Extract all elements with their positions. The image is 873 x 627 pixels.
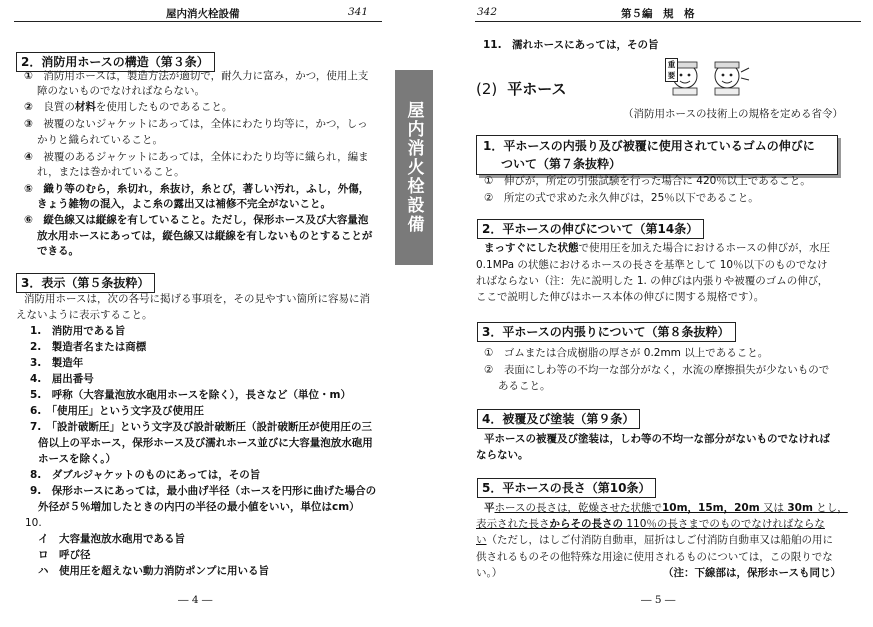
numbered-item: 11. 濡れホースにあっては，その旨 [483, 39, 659, 51]
list-item-cont: 放水用ホースにあっては，縦色線又は縦線を有しないものとすることが [37, 230, 373, 242]
page-number-right: 342 [477, 6, 498, 18]
section-heading-structure: 2．消防用ホースの構造（第３条） [16, 52, 215, 72]
numbered-item-cont: ホースを除く。） [38, 453, 117, 465]
footnote: （注：下線部は，保形ホースも同じ） [663, 567, 841, 579]
numbered-item: 5. 呼称（大容量泡放水砲用ホースを除く），長さなど（単位・m） [30, 389, 351, 401]
list-item: ① ゴムまたは合成樹脂の厚さが 0.2mm 以上であること。 [484, 347, 769, 359]
list-item-cont: あること。 [498, 380, 551, 392]
paragraph-line: ればならない（注：先に説明した 1. の伸びは内張りや被覆のゴムの伸び， [476, 275, 829, 287]
numbered-item: 9. 保形ホースにあっては，最小曲げ半径（ホースを円形に曲げた場合の [30, 485, 377, 497]
main-heading: (2) 平ホース [476, 80, 567, 98]
paragraph-line: 表示された長さからその長さの 110％の長さまでのものでなければならな [476, 518, 825, 530]
numbered-item: 1. 消防用である旨 [30, 325, 126, 337]
side-tab: 屋内消火栓設備 [395, 70, 433, 265]
list-item: ⑤ 織り等のむら，糸切れ，糸抜け，糸とび，著しい汚れ，ふし，外傷， [24, 183, 370, 195]
section-heading-rubber-stretch: 1．平ホースの内張り及び被覆に使用されているゴムの伸びに ついて（第７条抜粋） [476, 135, 838, 175]
section-heading-hose-stretch: 2．平ホースの伸びについて（第14条） [477, 219, 704, 239]
list-item-cont: れ，または巻かれていること。 [37, 166, 185, 178]
list-item-cont: できる。 [37, 245, 79, 257]
paragraph-line: ここで説明した伸びはホース本体の伸びに関する規格です）。 [476, 291, 765, 303]
list-item: ① 消防用ホースは，製造方法が適切で，耐久力に富み，かつ，使用上支 [24, 70, 369, 82]
list-item: ④ 被覆のあるジャケットにあっては，全体にわたり均等に織られ，編ま [24, 151, 369, 163]
section-heading-coating: 4．被覆及び塗装（第９条） [477, 409, 640, 429]
numbered-item: 8. ダブルジャケットのものにあっては，その旨 [30, 469, 261, 481]
sub-item: ハ 使用圧を超えない動力消防ポンプに用いる旨 [38, 565, 269, 577]
list-item-cont: 障のないものでなければならない。 [37, 85, 205, 97]
header-rule [14, 21, 382, 22]
paragraph-line: い（ただし，はしご付消防自動車，屈折はしご付消防自動車又は船舶の用に [476, 534, 833, 546]
sub-item: ロ 呼び径 [38, 549, 91, 561]
source-reference: （消防用ホースの技術上の規格を定める省令） [623, 108, 843, 120]
important-label: 重要 [665, 58, 678, 82]
list-item: ① 伸びが，所定の引張試験を行った場合に 420％以上であること。 [484, 175, 811, 187]
list-item: ⑥ 縦色線又は縦線を有していること。ただし，保形ホース及び大容量泡 [24, 214, 369, 226]
left-page [0, 0, 436, 627]
numbered-item: 3. 製造年 [30, 357, 84, 369]
right-page [437, 0, 873, 627]
paragraph-line: えないように表示すること。 [16, 309, 153, 321]
list-item: ③ 被覆のないジャケットにあっては，全体にわたり均等に，かつ，しっ [24, 118, 368, 130]
paragraph-line: ならない。 [476, 449, 529, 461]
paragraph-line: 平ホースの長さは，乾燥させた状態で10m，15m，20m 又は 30m とし， [484, 502, 848, 514]
numbered-item: 2. 製造者名または商標 [30, 341, 147, 353]
paragraph-line: 供されるものその他特殊な用途に使用されるものについては，この限りでな [476, 551, 833, 563]
paragraph-line: 平ホースの被覆及び塗装は，しわ等の不均一な部分がないものでなければ [484, 433, 830, 445]
paragraph-line: まっすぐにした状態で使用圧を加えた場合におけるホースの伸びが，水圧 [484, 242, 830, 254]
numbered-item-cont: 倍以上の平ホース，保形ホース及び濡れホース並びに大容量泡放水砲用 [38, 437, 373, 449]
list-item-cont: かりと織られていること。 [37, 134, 163, 146]
numbered-item: 7. 「設計破断圧」という文字及び設計破断圧（設計破断圧が使用圧の三 [30, 421, 373, 433]
footer-page-number-right: ― 5 ― [641, 594, 676, 606]
paragraph-line: い。） [476, 567, 503, 579]
paragraph-line: 0.1MPa の状態におけるホースの長さを基準として 10％以下のものでなけ [476, 259, 828, 271]
numbered-item: 4. 届出番号 [30, 373, 94, 385]
numbered-item: 10. [25, 517, 42, 529]
running-head-left: 屋内消火栓設備 [166, 8, 240, 20]
page-number-left: 341 [348, 6, 369, 18]
list-item: ② 良質の材料を使用したものであること。 [24, 101, 233, 113]
list-item: ② 所定の式で求めた永久伸びは，25％以下であること。 [484, 192, 759, 204]
section-heading-lining: 3．平ホースの内張りについて（第８条抜粋） [477, 322, 736, 342]
running-head-right: 第５編 規 格 [621, 8, 695, 20]
sub-item: イ 大容量泡放水砲用である旨 [38, 533, 185, 545]
header-rule [475, 21, 861, 22]
numbered-item-cont: 外径が５％増加したときの内円の半径の最小値をいい，単位はcm） [38, 501, 360, 513]
section-heading-labeling: 3．表示（第５条抜粋） [16, 273, 155, 293]
list-item: ② 表面にしわ等の不均一な部分がなく，水流の摩擦損失が少ないもので [484, 364, 830, 376]
footer-page-number-left: ― 4 ― [178, 594, 213, 606]
paragraph-line: 消防用ホースは，次の各号に掲げる事項を，その見やすい箇所に容易に消 [24, 293, 370, 305]
list-item-cont: きょう雑物の混入，よこ糸の露出又は補修不完全がないこと。 [37, 198, 331, 210]
numbered-item: 6. 「使用圧」という文字及び使用圧 [30, 405, 205, 417]
section-heading-length: 5．平ホースの長さ（第10条） [477, 478, 656, 498]
